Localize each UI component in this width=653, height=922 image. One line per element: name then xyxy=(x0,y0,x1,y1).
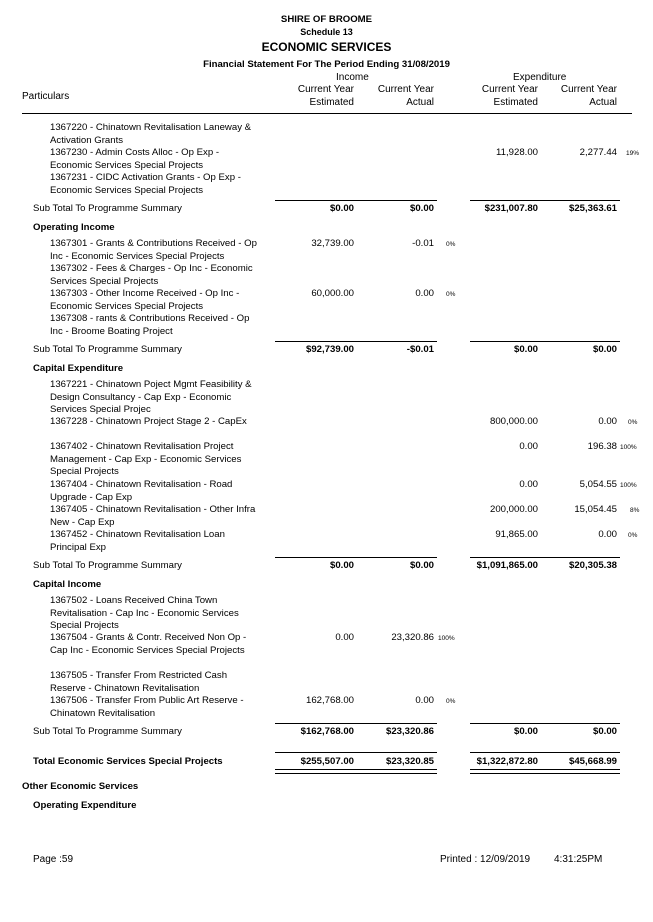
list-item: 1367505 - Transfer From Restricted Cash Reserve - Chinatown Revitalisation xyxy=(50,670,228,694)
list-item: 1367402 - Chinatown Revitalisation Project Management - Cap Exp - Economic Services Special Projects xyxy=(50,441,242,477)
list-item: 1367228 - Chinatown Project Stage 2 - CapEx xyxy=(50,416,247,427)
total-exp-act: $45,668.99 xyxy=(568,756,617,767)
subtotal-inc-act: $0.00 xyxy=(409,203,434,214)
list-item: 1367303 - Other Income Received - Op Inc - Economic Services Special Projects xyxy=(50,288,240,312)
subtotal-label: Sub Total To Programme Summary xyxy=(33,203,182,214)
inc-pct-value: 100% xyxy=(438,635,455,642)
exp-act-value: 196.38 xyxy=(587,441,617,452)
total-rule xyxy=(275,752,437,753)
total-double-rule xyxy=(470,769,620,774)
inc-pct-value: 0% xyxy=(446,241,456,248)
list-item: 1367220 - Chinatown Revitalisation Laneway & Activation Grants xyxy=(50,122,252,146)
list-item: 1367230 - Admin Costs Alloc - Op Exp - Economic Services Special Projects xyxy=(50,147,220,171)
total-label: Total Economic Services Special Projects xyxy=(33,756,223,767)
inc-est-header-1: Current Year xyxy=(297,84,354,95)
total-double-rule xyxy=(275,769,437,774)
list-item: 1367452 - Chinatown Revitalisation Loan Principal Exp xyxy=(50,529,225,553)
inc-act-value: 0.00 xyxy=(415,288,434,299)
exp-est-value: 91,865.00 xyxy=(495,529,538,540)
subtotal-label: Sub Total To Programme Summary xyxy=(33,726,182,737)
total-inc-est: $255,507.00 xyxy=(300,756,354,767)
subtotal-rule xyxy=(470,341,620,342)
exp-act-value: 0.00 xyxy=(598,416,617,427)
subtotal-inc-act: $0.00 xyxy=(409,560,434,571)
schedule-label: Schedule 13 xyxy=(300,27,353,37)
list-item: 1367504 - Grants & Contr. Received Non Op - Cap Inc - Economic Services Special Projects xyxy=(50,632,247,656)
section-title-other-economic-services: Other Economic Services xyxy=(22,781,139,792)
particulars-header: Particulars xyxy=(22,91,70,102)
subtotal-inc-est: $0.00 xyxy=(329,203,354,214)
subtotal-rule xyxy=(275,723,437,724)
subtotal-label: Sub Total To Programme Summary xyxy=(33,344,182,355)
subtotal-exp-act: $0.00 xyxy=(592,344,617,355)
subtotal-rule xyxy=(275,200,437,201)
subtotal-exp-est: $0.00 xyxy=(513,726,538,737)
exp-pct-value: 0% xyxy=(628,532,638,539)
total-inc-act: $23,320.85 xyxy=(385,756,434,767)
income-header: Income xyxy=(336,72,369,83)
exp-est-value: 0.00 xyxy=(519,441,538,452)
subtotal-inc-est: $92,739.00 xyxy=(305,344,354,355)
exp-act-value: 2,277.44 xyxy=(579,147,617,158)
subtotal-rule xyxy=(275,341,437,342)
section-title-capital-expenditure: Capital Expenditure xyxy=(33,363,124,374)
exp-pct-value: 100% xyxy=(620,444,637,451)
inc-est-value: 0.00 xyxy=(335,632,354,643)
exp-pct-value: 100% xyxy=(620,482,637,489)
exp-act-value: 0.00 xyxy=(598,529,617,540)
list-item: 1367404 - Chinatown Revitalisation - Road Upgrade - Cap Exp xyxy=(50,479,233,503)
section-title-operating-expenditure: Operating Expenditure xyxy=(33,800,137,811)
list-item: 1367506 - Transfer From Public Art Reserve - Chinatown Revitalisation xyxy=(50,695,244,719)
page-title: ECONOMIC SERVICES xyxy=(261,40,392,54)
subtotal-exp-est: $231,007.80 xyxy=(484,203,538,214)
subtotal-exp-act: $25,363.61 xyxy=(568,203,617,214)
exp-act-header-1: Current Year xyxy=(560,84,617,95)
exp-est-value: 200,000.00 xyxy=(489,504,538,515)
printed-date: Printed : 12/09/2019 xyxy=(440,854,531,865)
section-title-operating-income: Operating Income xyxy=(33,222,115,233)
subtotal-rule xyxy=(470,723,620,724)
subtotal-exp-act: $0.00 xyxy=(592,726,617,737)
subtotal-rule xyxy=(275,557,437,558)
inc-est-header-2: Estimated xyxy=(309,97,354,108)
total-rule xyxy=(470,752,620,753)
exp-act-header-2: Actual xyxy=(589,97,617,108)
subtotal-rule xyxy=(470,557,620,558)
page-number: Page :59 xyxy=(33,854,74,865)
exp-act-value: 5,054.55 xyxy=(579,479,617,490)
inc-est-value: 32,739.00 xyxy=(311,238,354,249)
header-rule xyxy=(22,113,632,114)
list-item: 1367405 - Chinatown Revitalisation - Other Infra New - Cap Exp xyxy=(50,504,256,528)
inc-pct-value: 0% xyxy=(446,291,456,298)
list-item: 1367231 - CIDC Activation Grants - Op Exp - Economic Services Special Projects xyxy=(50,172,241,196)
subtotal-inc-act: $23,320.86 xyxy=(385,726,434,737)
subtotal-inc-est: $0.00 xyxy=(329,560,354,571)
inc-act-value: -0.01 xyxy=(412,238,434,249)
exp-est-value: 11,928.00 xyxy=(496,147,538,158)
inc-act-value: 23,320.86 xyxy=(391,632,434,643)
exp-est-value: 800,000.00 xyxy=(489,416,538,427)
org-name: SHIRE OF BROOME xyxy=(280,14,373,25)
inc-pct-value: 0% xyxy=(446,698,456,705)
subtotal-inc-act: -$0.01 xyxy=(406,344,434,355)
exp-pct-value: 8% xyxy=(630,507,640,514)
list-item: 1367301 - Grants & Contributions Received - Op Inc - Economic Services Special Projects xyxy=(50,238,257,262)
printed-time: 4:31:25PM xyxy=(554,854,603,865)
section-title-capital-income: Capital Income xyxy=(33,579,102,590)
inc-act-header-1: Current Year xyxy=(377,84,434,95)
subtotal-label: Sub Total To Programme Summary xyxy=(33,560,182,571)
exp-pct-value: 19% xyxy=(626,150,640,157)
inc-act-header-2: Actual xyxy=(406,97,434,108)
inc-act-value: 0.00 xyxy=(415,695,434,706)
subtotal-rule xyxy=(470,200,620,201)
list-item: 1367221 - Chinatown Poject Mgmt Feasibility & Design Consultancy - Cap Exp - Economic Services Special Projec xyxy=(50,379,252,415)
list-item: 1367308 - rants & Contributions Received - Op Inc - Broome Boating Project xyxy=(50,313,250,337)
subtotal-exp-est: $0.00 xyxy=(513,344,538,355)
exp-act-value: 15,054.45 xyxy=(574,504,617,515)
exp-est-value: 0.00 xyxy=(519,479,538,490)
inc-est-value: 162,768.00 xyxy=(305,695,354,706)
list-item: 1367502 - Loans Received China Town Revitalisation - Cap Inc - Economic Services Special Projects xyxy=(50,595,239,631)
expenditure-header: Expenditure xyxy=(513,72,567,83)
exp-pct-value: 0% xyxy=(628,419,638,426)
subtotal-exp-est: $1,091,865.00 xyxy=(476,560,538,571)
subtotal-exp-act: $20,305.38 xyxy=(568,560,617,571)
subtotal-inc-est: $162,768.00 xyxy=(300,726,354,737)
total-exp-est: $1,322,872.80 xyxy=(476,756,538,767)
inc-est-value: 60,000.00 xyxy=(311,288,354,299)
statement-title: Financial Statement For The Period Ending 31/08/2019 xyxy=(203,59,450,70)
list-item: 1367302 - Fees & Charges - Op Inc - Economic Services Special Projects xyxy=(50,263,253,287)
exp-est-header-1: Current Year xyxy=(481,84,538,95)
exp-est-header-2: Estimated xyxy=(493,97,538,108)
